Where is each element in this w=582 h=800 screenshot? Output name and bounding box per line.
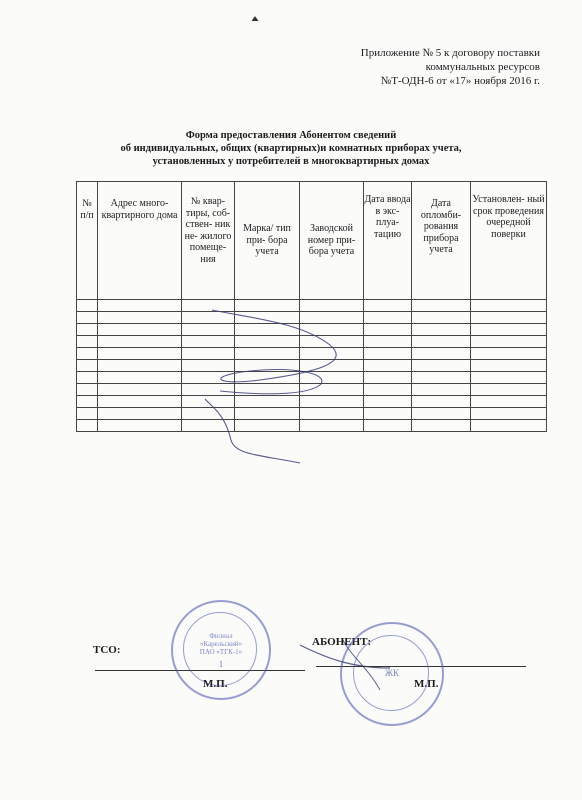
- col-header-address: Адрес много- квартирного дома: [98, 182, 182, 300]
- scribble-stroke-3: [205, 399, 300, 463]
- col-header-verification: Установлен- ный срок проведения очередной поверки: [471, 182, 547, 300]
- tso-mp: М.П.: [203, 678, 228, 690]
- scribble-stroke-1: [212, 310, 336, 382]
- header-line-3: №Т-ОДН-6 от «17» ноября 2016 г.: [380, 75, 540, 87]
- top-mark: [252, 17, 258, 21]
- abonent-mp: М.П.: [414, 678, 439, 690]
- header-line-2: коммунальных ресурсов: [425, 61, 540, 73]
- col-header-apartment: № квар- тиры, соб- ствен- ник не- жилого помеще- ния: [182, 182, 235, 300]
- tso-stamp: [171, 600, 271, 700]
- title-line-1: Форма предоставления Абонентом сведений: [185, 130, 397, 141]
- col-header-serial: Заводской номер при- бора учета: [300, 182, 364, 300]
- col-header-model: Марка/ тип при- бора учета: [235, 182, 300, 300]
- tso-label: ТСО:: [93, 644, 121, 656]
- title-line-2: об индивидуальных, общих (квартирных)и комнатных приборах учета,: [120, 143, 462, 154]
- title-line-3: установленных у потребителей в многоквартирных домах: [152, 156, 430, 167]
- col-header-seal-date: Дата опломби- рования прибора учета: [412, 182, 471, 300]
- col-header-num: № п/п: [77, 182, 98, 300]
- abonent-stamp: [340, 622, 444, 726]
- header-line-1: Приложение № 5 к договору поставки: [360, 47, 540, 59]
- abonent-stamp-text: ЖК: [384, 668, 400, 678]
- tso-stamp-number: 1: [218, 659, 224, 669]
- tso-stamp-text: Филиал «Карельский» ПАО «ТГК-1»: [199, 632, 243, 656]
- abonent-label: АБОНЕНТ:: [312, 636, 372, 648]
- col-header-commission-date: Дата ввода в экс- плуа- тацию: [364, 182, 412, 300]
